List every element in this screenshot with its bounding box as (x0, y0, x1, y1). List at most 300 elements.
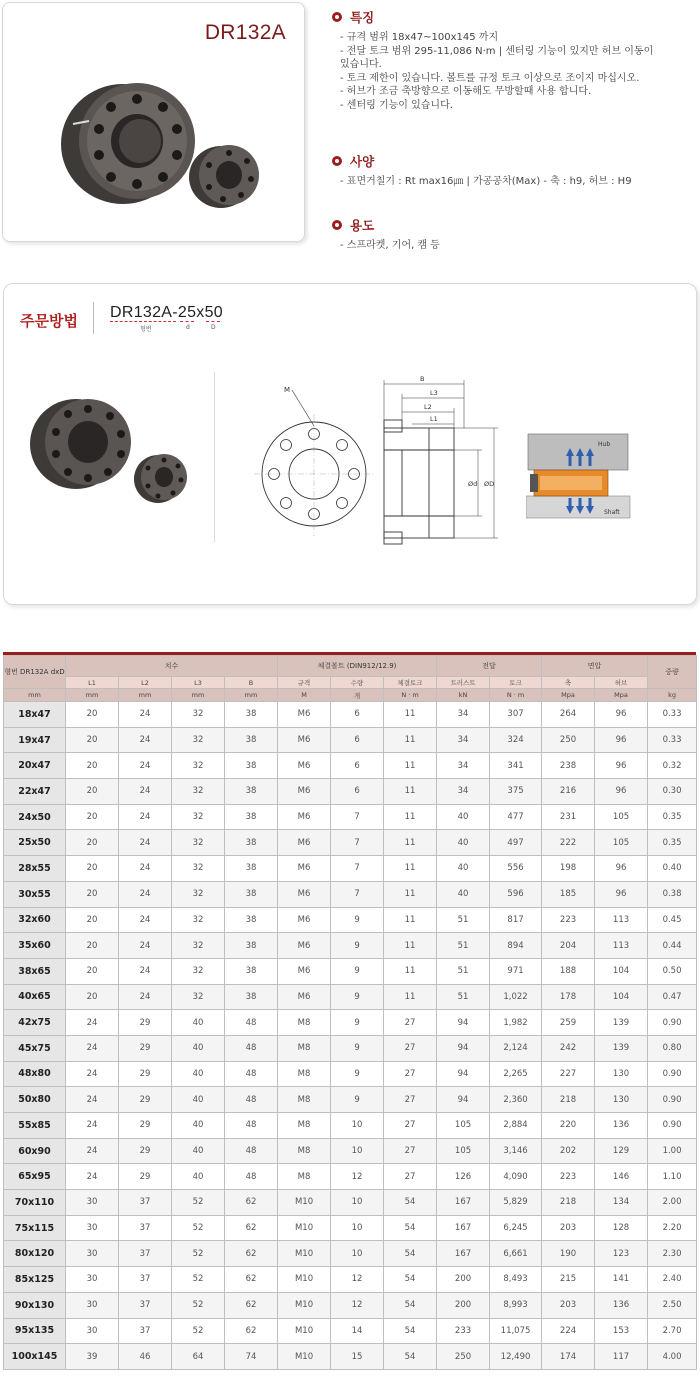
table-cell: 94 (437, 1061, 490, 1087)
table-cell: 20 (66, 958, 119, 984)
table-cell: 113 (595, 907, 648, 933)
table-cell: 54 (384, 1344, 437, 1370)
table-cell: 32 (172, 933, 225, 959)
table-cell: 12 (331, 1292, 384, 1318)
table-cell: 202 (542, 1138, 595, 1164)
table-cell: 1,022 (490, 984, 542, 1010)
table-cell: 24 (119, 958, 172, 984)
table-cell: 9 (331, 933, 384, 959)
header-unit: N · m (490, 689, 542, 702)
table-cell: 0.45 (648, 907, 697, 933)
table-cell: 6 (331, 727, 384, 753)
table-cell: 48 (225, 1113, 278, 1139)
size-cell: 38x65 (4, 958, 66, 984)
table-cell: 11,075 (490, 1318, 542, 1344)
table-cell: 62 (225, 1215, 278, 1241)
table-cell: 2.20 (648, 1215, 697, 1241)
table-cell: 0.47 (648, 984, 697, 1010)
table-cell: 38 (225, 779, 278, 805)
table-cell: 24 (119, 779, 172, 805)
table-row (4, 1087, 697, 1113)
size-cell: 100x145 (4, 1344, 66, 1370)
table-cell: 48 (225, 1061, 278, 1087)
table-cell: 38 (225, 933, 278, 959)
table-cell: 497 (490, 830, 542, 856)
table-row (4, 984, 697, 1010)
bullet-icon (332, 220, 342, 230)
table-cell: 8,493 (490, 1267, 542, 1293)
table-cell: 62 (225, 1241, 278, 1267)
label-d: d (186, 324, 190, 331)
table-cell: 32 (172, 958, 225, 984)
table-cell: 556 (490, 856, 542, 882)
table-cell: 24 (119, 881, 172, 907)
table-cell: 40 (172, 1087, 225, 1113)
table-cell: 15 (331, 1344, 384, 1370)
table-cell: M10 (278, 1292, 331, 1318)
table-row (4, 1292, 697, 1318)
table-cell: M10 (278, 1344, 331, 1370)
header-unit: mm (225, 689, 278, 702)
divider (214, 372, 215, 542)
table-cell: 139 (595, 1035, 648, 1061)
table-cell: 62 (225, 1318, 278, 1344)
table-cell: 40 (172, 1164, 225, 1190)
table-cell: 29 (119, 1010, 172, 1036)
table-cell: 185 (542, 881, 595, 907)
label-M: M (284, 386, 291, 394)
spec-table (3, 655, 697, 1370)
table-row (4, 1267, 697, 1293)
label-B: B (420, 375, 425, 383)
table-cell: 38 (225, 958, 278, 984)
table-cell: 40 (172, 1113, 225, 1139)
table-cell: 37 (119, 1215, 172, 1241)
header-weight: 중량 (648, 656, 697, 689)
table-row (4, 753, 697, 779)
table-cell: 6 (331, 779, 384, 805)
size-cell: 42x75 (4, 1010, 66, 1036)
table-cell: 200 (437, 1292, 490, 1318)
table-cell: 24 (66, 1061, 119, 1087)
table-cell: 11 (384, 933, 437, 959)
table-cell: 9 (331, 907, 384, 933)
table-cell: 104 (595, 958, 648, 984)
force-diagram (526, 430, 636, 530)
table-row (4, 907, 697, 933)
header-pressure: 면압 (542, 656, 648, 677)
list-item: - 전달 토크 범위 295-11,086 N·m | 센터링 기능이 있지만 허브 이동이 (340, 45, 654, 57)
order-code (110, 302, 223, 333)
table-cell: 2,360 (490, 1087, 542, 1113)
table-cell: 37 (119, 1190, 172, 1216)
table-cell: 27 (384, 1164, 437, 1190)
table-cell: 153 (595, 1318, 648, 1344)
table-cell: 94 (437, 1087, 490, 1113)
table-cell: 2.40 (648, 1267, 697, 1293)
header-unit: Mpa (542, 689, 595, 702)
table-cell: 10 (331, 1215, 384, 1241)
table-cell: 96 (595, 753, 648, 779)
table-cell: 10 (331, 1138, 384, 1164)
table-row (4, 1164, 697, 1190)
table-cell: 167 (437, 1241, 490, 1267)
table-cell: 32 (172, 856, 225, 882)
features-section (332, 8, 698, 112)
table-cell: 24 (66, 1113, 119, 1139)
table-cell: M10 (278, 1267, 331, 1293)
table-cell: 27 (384, 1113, 437, 1139)
table-cell: 130 (595, 1087, 648, 1113)
table-cell: 894 (490, 933, 542, 959)
table-cell: M8 (278, 1087, 331, 1113)
spec-section (332, 152, 698, 189)
table-cell: 9 (331, 984, 384, 1010)
table-cell: 32 (172, 984, 225, 1010)
table-cell: 30 (66, 1267, 119, 1293)
table-cell: 20 (66, 933, 119, 959)
table-cell: 0.38 (648, 881, 697, 907)
table-cell: 38 (225, 830, 278, 856)
table-cell: M10 (278, 1190, 331, 1216)
table-cell: 24 (119, 702, 172, 728)
underline-d (180, 321, 194, 322)
table-cell: 29 (119, 1035, 172, 1061)
table-cell: 24 (119, 830, 172, 856)
table-cell: 24 (119, 984, 172, 1010)
table-cell: 30 (66, 1318, 119, 1344)
table-cell: 34 (437, 753, 490, 779)
table-cell: 971 (490, 958, 542, 984)
table-cell: 30 (66, 1215, 119, 1241)
table-cell: 20 (66, 779, 119, 805)
table-cell: 38 (225, 984, 278, 1010)
table-cell: 1,982 (490, 1010, 542, 1036)
size-cell: 32x60 (4, 907, 66, 933)
table-cell: 139 (595, 1010, 648, 1036)
table-cell: 11 (384, 804, 437, 830)
table-cell: 96 (595, 702, 648, 728)
table-cell: M8 (278, 1010, 331, 1036)
header-sub: 규격 (278, 677, 331, 689)
features-list (340, 31, 698, 112)
table-cell: M6 (278, 958, 331, 984)
table-row (4, 727, 697, 753)
table-cell: 0.33 (648, 727, 697, 753)
table-cell: 6,245 (490, 1215, 542, 1241)
table-cell: 223 (542, 1164, 595, 1190)
size-cell: 55x85 (4, 1113, 66, 1139)
table-cell: 0.90 (648, 1010, 697, 1036)
table-cell: 27 (384, 1010, 437, 1036)
table-row (4, 804, 697, 830)
table-cell: 62 (225, 1267, 278, 1293)
table-cell: 74 (225, 1344, 278, 1370)
size-cell: 85x125 (4, 1267, 66, 1293)
table-cell: 32 (172, 702, 225, 728)
table-cell: 203 (542, 1215, 595, 1241)
table-cell: 37 (119, 1241, 172, 1267)
table-cell: M8 (278, 1164, 331, 1190)
table-cell: 32 (172, 779, 225, 805)
table-cell: 7 (331, 804, 384, 830)
size-cell: 60x90 (4, 1138, 66, 1164)
table-cell: 9 (331, 1035, 384, 1061)
table-cell: 0.40 (648, 856, 697, 882)
table-cell: 62 (225, 1292, 278, 1318)
header-sub: 허브 (595, 677, 648, 689)
table-cell: 105 (595, 830, 648, 856)
table-cell: 216 (542, 779, 595, 805)
table-cell: 4.00 (648, 1344, 697, 1370)
table-cell: 96 (595, 727, 648, 753)
table-cell: 2,265 (490, 1061, 542, 1087)
table-cell: 34 (437, 779, 490, 805)
header-model: 형번 DR132A dxD (4, 656, 66, 689)
table-cell: M6 (278, 779, 331, 805)
header-unit: N · m (384, 689, 437, 702)
table-cell: 94 (437, 1035, 490, 1061)
table-cell: 20 (66, 907, 119, 933)
table-cell: 20 (66, 881, 119, 907)
table-cell: 48 (225, 1035, 278, 1061)
underline-model (110, 321, 176, 322)
table-cell: 227 (542, 1061, 595, 1087)
table-cell: 29 (119, 1087, 172, 1113)
table-cell: 105 (437, 1138, 490, 1164)
list-item: - 허브가 조금 축방향으로 이동해도 무방할때 사용 합니다. (340, 86, 592, 97)
table-cell: 11 (384, 830, 437, 856)
table-cell: 96 (595, 779, 648, 805)
size-cell: 40x65 (4, 984, 66, 1010)
table-cell: M6 (278, 881, 331, 907)
table-cell: 2,884 (490, 1113, 542, 1139)
table-cell: 38 (225, 804, 278, 830)
table-row (4, 702, 697, 728)
size-cell: 35x60 (4, 933, 66, 959)
table-cell: 51 (437, 933, 490, 959)
table-cell: 477 (490, 804, 542, 830)
table-row (4, 856, 697, 882)
table-cell: 48 (225, 1138, 278, 1164)
order-code-dims: 25x50 (177, 304, 223, 321)
table-cell: 24 (66, 1087, 119, 1113)
label-D: ØD (484, 480, 495, 488)
table-cell: M6 (278, 727, 331, 753)
size-cell: 30x55 (4, 881, 66, 907)
features-heading: 특징 (332, 8, 698, 26)
table-cell: 6 (331, 753, 384, 779)
table-cell: 20 (66, 753, 119, 779)
table-cell: 62 (225, 1190, 278, 1216)
table-cell: 250 (542, 727, 595, 753)
table-cell: 12,490 (490, 1344, 542, 1370)
header-sub: 트러스트 (437, 677, 490, 689)
table-row (4, 1138, 697, 1164)
table-cell: 167 (437, 1215, 490, 1241)
table-cell: 123 (595, 1241, 648, 1267)
header-transfer: 전달 (437, 656, 542, 677)
label-shaft: Shaft (604, 509, 620, 516)
size-cell: 22x47 (4, 779, 66, 805)
table-cell: 0.50 (648, 958, 697, 984)
technical-drawing (254, 364, 514, 559)
size-cell: 24x50 (4, 804, 66, 830)
size-cell: 28x55 (4, 856, 66, 882)
table-cell: 40 (437, 856, 490, 882)
table-row (4, 779, 697, 805)
list-item: 있습니다. (340, 59, 382, 70)
table-cell: 136 (595, 1292, 648, 1318)
table-cell: M6 (278, 907, 331, 933)
table-cell: 27 (384, 1087, 437, 1113)
table-cell: M10 (278, 1318, 331, 1344)
table-cell: 146 (595, 1164, 648, 1190)
header-unit: kN (437, 689, 490, 702)
table-cell: 242 (542, 1035, 595, 1061)
table-cell: 40 (172, 1138, 225, 1164)
table-cell: M6 (278, 933, 331, 959)
table-cell: 8,993 (490, 1292, 542, 1318)
table-cell: 3,146 (490, 1138, 542, 1164)
table-cell: 40 (437, 804, 490, 830)
table-cell: M6 (278, 830, 331, 856)
table-cell: 40 (172, 1010, 225, 1036)
table-cell: 37 (119, 1318, 172, 1344)
table-row (4, 881, 697, 907)
size-cell: 65x95 (4, 1164, 66, 1190)
table-cell: 32 (172, 804, 225, 830)
list-item: - 규격 범위 18x47~100x145 까지 (340, 32, 499, 43)
table-cell: 52 (172, 1241, 225, 1267)
table-cell: 14 (331, 1318, 384, 1344)
table-cell: 27 (384, 1138, 437, 1164)
table-row (4, 1010, 697, 1036)
header-bolt: 체결볼트 (DIN912/12.9) (278, 656, 437, 677)
table-cell: 11 (384, 881, 437, 907)
table-cell: 9 (331, 958, 384, 984)
size-cell: 90x130 (4, 1292, 66, 1318)
table-cell: 10 (331, 1190, 384, 1216)
table-cell: 10 (331, 1241, 384, 1267)
header-unit: kg (648, 689, 697, 702)
table-cell: 51 (437, 958, 490, 984)
table-cell: 0.35 (648, 830, 697, 856)
header-sub: B (225, 677, 278, 689)
table-cell: 38 (225, 907, 278, 933)
table-cell: 0.30 (648, 779, 697, 805)
table-cell: 51 (437, 984, 490, 1010)
table-cell: 24 (66, 1010, 119, 1036)
table-cell: 38 (225, 702, 278, 728)
header-sub: 축 (542, 677, 595, 689)
list-item: - 표면거칠기 : Rt max16㎛ | 가공공차(Max) - 축 : h9, 허브 : H9 (340, 176, 632, 187)
table-cell: 231 (542, 804, 595, 830)
table-cell: 39 (66, 1344, 119, 1370)
table-cell: 0.90 (648, 1113, 697, 1139)
table-cell: 375 (490, 779, 542, 805)
header-unit: mm (172, 689, 225, 702)
table-cell: 233 (437, 1318, 490, 1344)
table-cell: 24 (119, 933, 172, 959)
table-cell: 38 (225, 881, 278, 907)
table-cell: 2,124 (490, 1035, 542, 1061)
table-cell: 40 (172, 1061, 225, 1087)
table-row (4, 1061, 697, 1087)
table-cell: 29 (119, 1164, 172, 1190)
table-cell: 129 (595, 1138, 648, 1164)
table-cell: 9 (331, 1061, 384, 1087)
spec-heading: 사양 (332, 152, 698, 170)
table-cell: 2.50 (648, 1292, 697, 1318)
table-cell: 11 (384, 779, 437, 805)
table-cell: 324 (490, 727, 542, 753)
table-cell: 126 (437, 1164, 490, 1190)
table-cell: 104 (595, 984, 648, 1010)
table-cell: M6 (278, 856, 331, 882)
table-cell: 218 (542, 1190, 595, 1216)
table-cell: 200 (437, 1267, 490, 1293)
table-cell: M8 (278, 1061, 331, 1087)
table-cell: 34 (437, 727, 490, 753)
header-sub: 체결토크 (384, 677, 437, 689)
table-cell: 29 (119, 1113, 172, 1139)
list-item: - 토크 제한이 있습니다. 볼트를 규정 토크 이상으로 조이지 마십시오. (340, 72, 640, 84)
table-cell: M8 (278, 1138, 331, 1164)
product-card (2, 2, 305, 242)
table-cell: 2.30 (648, 1241, 697, 1267)
usage-heading: 용도 (332, 216, 698, 234)
table-cell: 52 (172, 1190, 225, 1216)
table-cell: 224 (542, 1318, 595, 1344)
size-cell: 95x135 (4, 1318, 66, 1344)
size-cell: 45x75 (4, 1035, 66, 1061)
header-sub: 토크 (490, 677, 542, 689)
table-cell: 11 (384, 856, 437, 882)
table-cell: 32 (172, 727, 225, 753)
label-hub: Hub (598, 441, 611, 448)
table-cell: 178 (542, 984, 595, 1010)
header-unit: mm (4, 689, 66, 702)
header-unit: 개 (331, 689, 384, 702)
table-cell: 307 (490, 702, 542, 728)
table-cell: 24 (66, 1035, 119, 1061)
table-row (4, 1241, 697, 1267)
table-cell: 20 (66, 984, 119, 1010)
size-cell: 50x80 (4, 1087, 66, 1113)
table-cell: M10 (278, 1215, 331, 1241)
table-cell: 37 (119, 1267, 172, 1293)
table-cell: 54 (384, 1190, 437, 1216)
bullet-icon (332, 12, 342, 22)
bullet-icon (332, 156, 342, 166)
table-cell: 198 (542, 856, 595, 882)
label-L2: L2 (424, 403, 432, 411)
table-row (4, 1035, 697, 1061)
usage-section (332, 216, 698, 253)
table-cell: 20 (66, 830, 119, 856)
table-cell: 113 (595, 933, 648, 959)
table-row (4, 1190, 697, 1216)
table-cell: 34 (437, 702, 490, 728)
table-cell: 11 (384, 753, 437, 779)
header-sub: L1 (66, 677, 119, 689)
size-cell: 25x50 (4, 830, 66, 856)
table-cell: 6 (331, 702, 384, 728)
table-cell: 48 (225, 1087, 278, 1113)
header-unit: Mpa (595, 689, 648, 702)
table-cell: 128 (595, 1215, 648, 1241)
